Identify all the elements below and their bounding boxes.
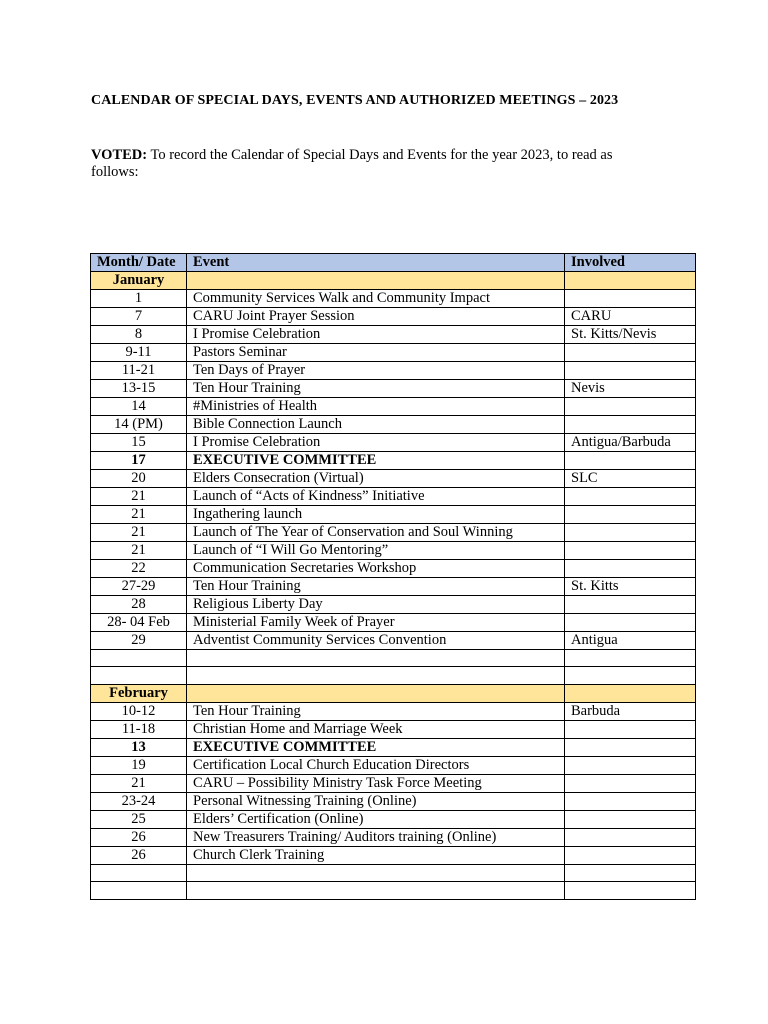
cell-involved: [565, 506, 696, 524]
cell-involved: [565, 792, 696, 810]
cell-involved: [565, 596, 696, 614]
table-row: [91, 774, 696, 792]
cell-date: 26: [91, 846, 187, 864]
cell-involved: [565, 524, 696, 542]
cell-involved: [565, 560, 696, 578]
cell-involved: [565, 756, 696, 774]
cell-date: 15: [91, 434, 187, 452]
cell-event: [187, 272, 565, 290]
cell-involved: [565, 882, 696, 899]
cell-event: Christian Home and Marriage Week: [187, 720, 565, 738]
table-row: [91, 702, 696, 720]
cell-involved: Barbuda: [565, 702, 696, 720]
cell-event: Ten Hour Training: [187, 380, 565, 398]
cell-event: Ministerial Family Week of Prayer: [187, 614, 565, 632]
cell-date: 13: [91, 738, 187, 756]
cell-date: 14 (PM): [91, 416, 187, 434]
table-row: [91, 506, 696, 524]
cell-event: Bible Connection Launch: [187, 416, 565, 434]
cell-event: [187, 864, 565, 881]
header-event: Event: [187, 254, 565, 272]
cell-date: [91, 650, 187, 667]
table-row: [91, 720, 696, 738]
cell-event: CARU – Possibility Ministry Task Force Meeting: [187, 774, 565, 792]
cell-date: 21: [91, 774, 187, 792]
table-row: [91, 560, 696, 578]
table-row: [91, 308, 696, 326]
cell-date: 19: [91, 756, 187, 774]
cell-date: 11-18: [91, 720, 187, 738]
cell-event: Ingathering launch: [187, 506, 565, 524]
cell-event: Pastors Seminar: [187, 344, 565, 362]
cell-date: 28- 04 Feb: [91, 614, 187, 632]
cell-date: 22: [91, 560, 187, 578]
cell-event: Launch of “I Will Go Mentoring”: [187, 542, 565, 560]
table-row: [91, 326, 696, 344]
cell-involved: CARU: [565, 308, 696, 326]
cell-involved: [565, 846, 696, 864]
table-row: [91, 810, 696, 828]
table-row: [91, 362, 696, 380]
table-row: [91, 398, 696, 416]
cell-date: [91, 882, 187, 899]
table-row: [91, 452, 696, 470]
table-row: [91, 846, 696, 864]
cell-event: [187, 882, 565, 899]
cell-involved: [565, 542, 696, 560]
cell-involved: [565, 774, 696, 792]
cell-involved: SLC: [565, 470, 696, 488]
table-row: [91, 416, 696, 434]
cell-event: [187, 667, 565, 684]
cell-event: Personal Witnessing Training (Online): [187, 792, 565, 810]
table-row: [91, 828, 696, 846]
table-row: [91, 488, 696, 506]
cell-date: 8: [91, 326, 187, 344]
cell-date: 25: [91, 810, 187, 828]
header-month-date: Month/ Date: [91, 254, 187, 272]
cell-event: Launch of “Acts of Kindness” Initiative: [187, 488, 565, 506]
table-row: [91, 434, 696, 452]
cell-event: I Promise Celebration: [187, 326, 565, 344]
cell-involved: [565, 720, 696, 738]
cell-involved: [565, 810, 696, 828]
cell-date: 14: [91, 398, 187, 416]
table-row: [91, 470, 696, 488]
cell-involved: [565, 828, 696, 846]
voted-text: To record the Calendar of Special Days and Events for the year 2023, to read as follows:: [91, 147, 613, 180]
cell-event: Elders Consecration (Virtual): [187, 470, 565, 488]
document-title: CALENDAR OF SPECIAL DAYS, EVENTS AND AUTHORIZED MEETINGS – 2023: [91, 93, 619, 108]
table-row: [91, 882, 696, 899]
cell-date: January: [91, 272, 187, 290]
cell-involved: Antigua: [565, 632, 696, 650]
table-row: [91, 756, 696, 774]
cell-event: New Treasurers Training/ Auditors training (Online): [187, 828, 565, 846]
table-row: [91, 290, 696, 308]
cell-event: I Promise Celebration: [187, 434, 565, 452]
table-row: [91, 524, 696, 542]
cell-date: [91, 667, 187, 684]
cell-involved: [565, 362, 696, 380]
cell-involved: Antigua/Barbuda: [565, 434, 696, 452]
cell-date: 29: [91, 632, 187, 650]
voted-label: VOTED:: [91, 147, 148, 163]
cell-event: EXECUTIVE COMMITTEE: [187, 452, 565, 470]
cell-involved: [565, 398, 696, 416]
cell-event: Elders’ Certification (Online): [187, 810, 565, 828]
cell-date: 28: [91, 596, 187, 614]
cell-event: Launch of The Year of Conservation and Soul Winning: [187, 524, 565, 542]
cell-event: Ten Days of Prayer: [187, 362, 565, 380]
cell-date: 11-21: [91, 362, 187, 380]
voted-paragraph: [91, 147, 661, 181]
cell-date: [91, 864, 187, 881]
header-involved: Involved: [565, 254, 696, 272]
table-row: [91, 864, 696, 881]
cell-event: #Ministries of Health: [187, 398, 565, 416]
cell-event: Community Services Walk and Community Impact: [187, 290, 565, 308]
table-row: [91, 738, 696, 756]
cell-involved: [565, 488, 696, 506]
cell-event: Ten Hour Training: [187, 578, 565, 596]
cell-date: 26: [91, 828, 187, 846]
cell-involved: [565, 290, 696, 308]
cell-involved: [565, 864, 696, 881]
cell-event: Church Clerk Training: [187, 846, 565, 864]
cell-date: 21: [91, 488, 187, 506]
cell-involved: [565, 684, 696, 702]
table-row: [91, 542, 696, 560]
month-header-row: [91, 684, 696, 702]
cell-date: 21: [91, 542, 187, 560]
cell-event: Certification Local Church Education Directors: [187, 756, 565, 774]
cell-involved: [565, 667, 696, 684]
table-row: [91, 380, 696, 398]
table-row: [91, 650, 696, 667]
cell-involved: Nevis: [565, 380, 696, 398]
cell-date: 23-24: [91, 792, 187, 810]
cell-involved: [565, 344, 696, 362]
cell-date: 27-29: [91, 578, 187, 596]
cell-date: 20: [91, 470, 187, 488]
cell-event: Adventist Community Services Convention: [187, 632, 565, 650]
table-row: [91, 578, 696, 596]
cell-date: 10-12: [91, 702, 187, 720]
cell-involved: [565, 614, 696, 632]
cell-date: 21: [91, 524, 187, 542]
table-row: [91, 632, 696, 650]
calendar-table: [90, 253, 696, 900]
table-row: [91, 667, 696, 684]
cell-event: CARU Joint Prayer Session: [187, 308, 565, 326]
cell-involved: [565, 650, 696, 667]
table-row: [91, 344, 696, 362]
cell-involved: [565, 738, 696, 756]
cell-involved: [565, 272, 696, 290]
cell-event: [187, 650, 565, 667]
cell-involved: St. Kitts/Nevis: [565, 326, 696, 344]
cell-event: Communication Secretaries Workshop: [187, 560, 565, 578]
table-row: [91, 596, 696, 614]
table-row: [91, 792, 696, 810]
cell-event: Ten Hour Training: [187, 702, 565, 720]
cell-date: 13-15: [91, 380, 187, 398]
cell-involved: [565, 416, 696, 434]
cell-involved: St. Kitts: [565, 578, 696, 596]
cell-date: February: [91, 684, 187, 702]
month-header-row: [91, 272, 696, 290]
cell-event: EXECUTIVE COMMITTEE: [187, 738, 565, 756]
cell-event: Religious Liberty Day: [187, 596, 565, 614]
cell-date: 21: [91, 506, 187, 524]
cell-event: [187, 684, 565, 702]
table-header-row: [91, 254, 696, 272]
cell-date: 7: [91, 308, 187, 326]
table-row: [91, 614, 696, 632]
cell-date: 9-11: [91, 344, 187, 362]
cell-date: 1: [91, 290, 187, 308]
cell-date: 17: [91, 452, 187, 470]
cell-involved: [565, 452, 696, 470]
